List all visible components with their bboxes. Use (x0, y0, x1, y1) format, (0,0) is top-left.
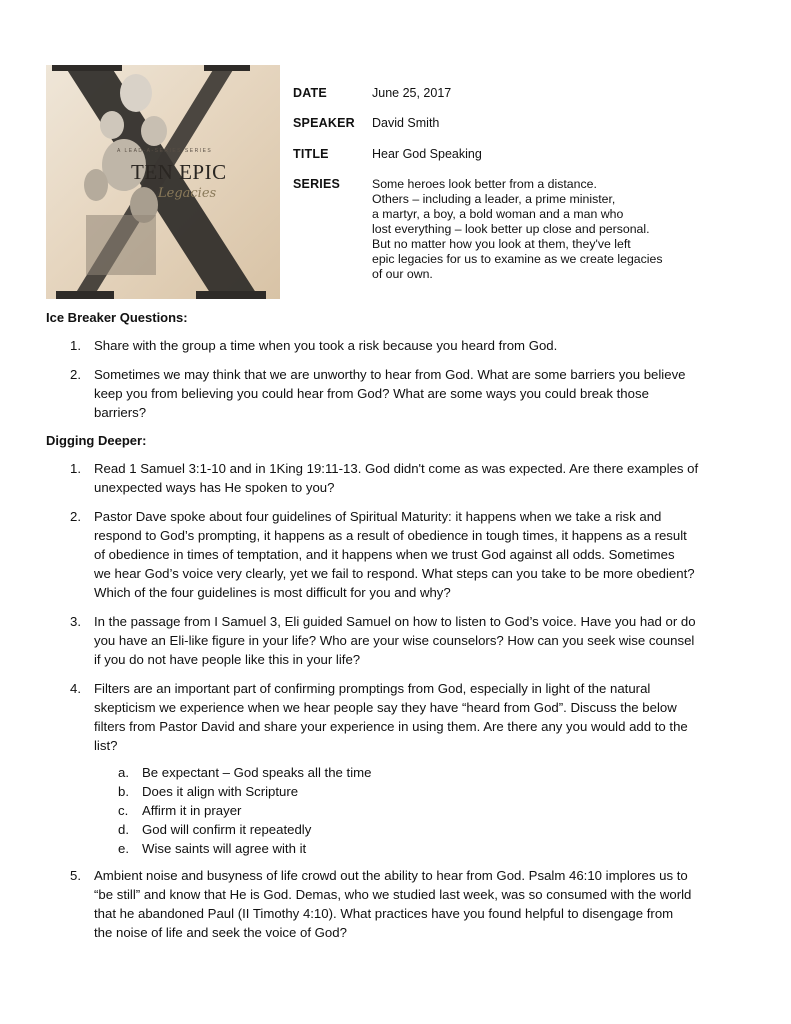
digging-deeper-heading: Digging Deeper: (46, 433, 147, 448)
artwork-title: TEN EPIC (131, 160, 227, 184)
digging-question-line: list? (94, 738, 118, 753)
filter-letter: e. (118, 841, 129, 856)
series-line: lost everything – look better up close and personal. (372, 222, 650, 236)
digging-question-line: respond to God’s prompting, it happens as a result of obedience in tough times, it happens as a result (94, 528, 687, 543)
date-label: DATE (293, 86, 327, 100)
speaker-value: David Smith (372, 116, 440, 130)
digging-question-number: 3. (70, 614, 81, 629)
filter-item: Affirm it in prayer (142, 803, 242, 818)
digging-question-line: we hear God’s voice very clearly, yet we fail to respond. What steps can you take to be more obedient? (94, 566, 695, 581)
filter-item: God will confirm it repeatedly (142, 822, 312, 837)
series-line: a martyr, a boy, a bold woman and a man who (372, 207, 624, 221)
digging-question-line: In the passage from I Samuel 3, Eli guided Samuel on how to listen to God’s voice. Have you had or do (94, 614, 696, 629)
digging-question-line: Filters are an important part of confirming promptings from God, especially in light of the natural (94, 681, 651, 696)
ice-breaker-heading: Ice Breaker Questions: (46, 310, 188, 325)
artwork-script: Legacies (158, 186, 217, 201)
ice-question-number: 2. (70, 367, 81, 382)
ice-question-line: keep you from believing you could hear from God? What are some ways you could break those (94, 386, 649, 401)
ice-question-line: barriers? (94, 405, 147, 420)
series-artwork (46, 65, 280, 299)
digging-question-line: Which of the four guidelines is most difficult for you and why? (94, 585, 451, 600)
filter-letter: a. (118, 765, 129, 780)
digging-question-line: “be still” and know that He is God. Demas, who we studied last week, was so consumed with the world (94, 887, 692, 902)
series-line: But no matter how you look at them, they've left (372, 237, 631, 251)
digging-question-line: unexpected ways has He spoken to you? (94, 480, 335, 495)
filter-item: Wise saints will agree with it (142, 841, 307, 856)
digging-question-number: 2. (70, 509, 81, 524)
title-value: Hear God Speaking (372, 147, 482, 161)
series-label: SERIES (293, 177, 341, 191)
digging-question-number: 5. (70, 868, 81, 883)
title-label: TITLE (293, 147, 329, 161)
digging-question-line: Ambient noise and busyness of life crowd out the ability to hear from God. Psalm 46:10 implores us to (94, 868, 688, 883)
series-line: Some heroes look better from a distance. (372, 177, 597, 191)
digging-question-line: the noise of life and seek the voice of God? (94, 925, 347, 940)
digging-question-line: of obedience in times of temptation, and it happens when we trust God against all odds. Sometimes (94, 547, 675, 562)
digging-question-number: 1. (70, 461, 81, 476)
digging-question-line: filters from Pastor David and share your experience in using them. Are there any you would add to the (94, 719, 688, 734)
series-line: Others – including a leader, a prime minister, (372, 192, 616, 206)
artwork-caption: A LEAD-A-SERIES SERIES (117, 148, 213, 154)
filter-letter: b. (118, 784, 129, 799)
speaker-label: SPEAKER (293, 116, 355, 130)
filter-item: Does it align with Scripture (142, 784, 299, 799)
digging-question-line: Read 1 Samuel 3:1-10 and in 1King 19:11-13. God didn't come as was expected. Are there examples of (94, 461, 699, 476)
digging-question-line: Pastor Dave spoke about four guidelines of Spiritual Maturity: it happens when we take a risk and (94, 509, 662, 524)
filter-letter: d. (118, 822, 129, 837)
digging-question-line: that he abandoned Paul (II Timothy 4:10). What practices have you found helpful to disengage from (94, 906, 674, 921)
filter-item: Be expectant – God speaks all the time (142, 765, 372, 780)
filter-letter: c. (118, 803, 129, 818)
ice-question-line: Sometimes we may think that we are unworthy to hear from God. What are some barriers you believe (94, 367, 686, 382)
digging-question-line: skepticism we experience when we hear people say they have “heard from God”. Discuss the below (94, 700, 677, 715)
series-line: epic legacies for us to examine as we create legacies (372, 252, 663, 266)
digging-question-line: if you do not have people like this in your life? (94, 652, 361, 667)
ice-question-number: 1. (70, 338, 81, 353)
series-line: of our own. (372, 267, 433, 281)
date-value: June 25, 2017 (372, 86, 452, 100)
digging-question-number: 4. (70, 681, 81, 696)
digging-question-line: you have an Eli-like figure in your life? Who are your wise counselors? How can you seek wise counsel (94, 633, 695, 648)
ice-question-line: Share with the group a time when you took a risk because you heard from God. (94, 338, 558, 353)
